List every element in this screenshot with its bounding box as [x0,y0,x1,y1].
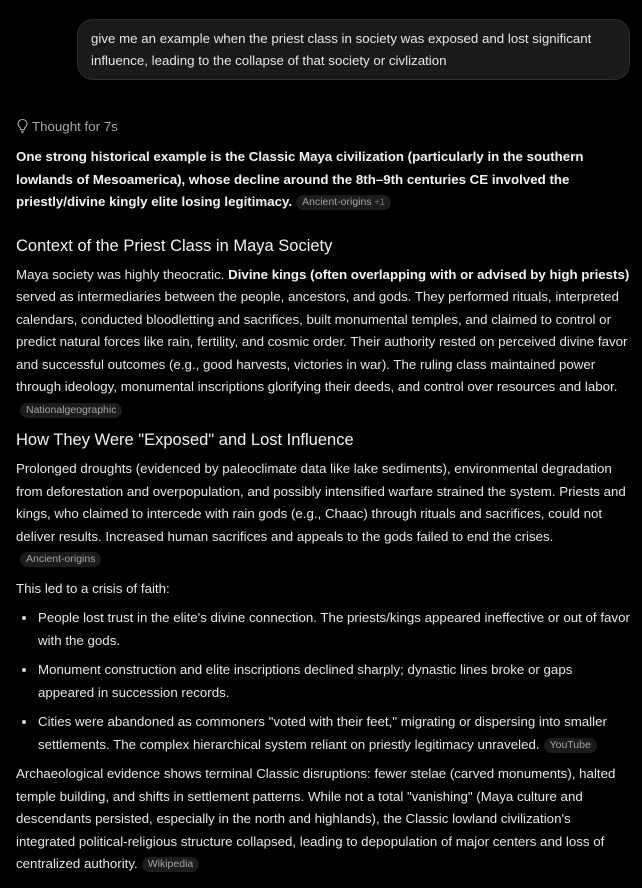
bold-phrase: Divine kings (often overlapping with or advised by high priests) [228,266,630,282]
list-item: • Cities were abandoned as commoners "voted with their feet," migrating or dispersing into smaller settlements. The complex hierarchical system reliant on priestly legitimacy unraveled. YouTube [37,711,630,756]
source-chip[interactable]: Nationalgeographic [20,403,122,418]
assistant-response [16,146,630,883]
context-paragraph: Maya society was highly theocratic. Divine kings (often overlapping with or advised by high priests) served as intermediaries between the people, ancestors, and gods. They performed rituals, interpreted calendars, conducted bloodletting and sacrifices, built monumental temples, and claimed to control or predict natural forces like rain, fertility, and cosmic order. Their authority rested on perceived divine favor and successful outcomes (e.g., good harvests, victories in war). The ruling class maintained power through ideology, monumental inscriptions glorifying their deeds, and control over resources and labor.Nationalgeographic [16,266,630,416]
section-heading-context: Context of the Priest Class in Maya Society [16,236,333,255]
thought-toggle[interactable] [16,116,118,136]
list-item: • People lost trust in the elite's divine connection. The priests/kings appeared ineffective or out of favor with the gods. [37,607,630,652]
closing-paragraph: Archaeological evidence shows terminal Classic disruptions: fewer stelae (carved monuments), halted temple building, and shifts in settlement patterns. While not a total "vanishing" (Maya culture and descendants persisted, especially in the north and highlands), the Classic lowland civilization's integrated political-religious structure collapsed, leading to depopulation of major centers and loss of centralized authority. Wikipedia [16,766,616,871]
crisis-lead: This led to a crisis of faith: [16,580,170,596]
source-chip[interactable]: Ancient-origins +1 [296,195,391,210]
user-message-bubble [77,19,630,80]
source-chip[interactable]: Wikipedia [142,857,200,872]
exposed-paragraph: Prolonged droughts (evidenced by paleoclimate data like lake sediments), environmental degradation from deforestation and overpopulation, and possibly intensified warfare strained the system. Priests and kings, who claimed to intercede with rain gods (e.g., Chaac) through rituals and sacrifices, could not deliver results. Increased human sacrifices and appeals to the gods failed to end the crises.Ancient-origins [16,461,626,565]
list-item: • Monument construction and elite inscriptions declined sharply; dynastic lines broke or gaps appeared in succession records. [37,659,630,704]
user-message-text: give me an example when the priest class in society was exposed and lost significant influence, leading to the collapse of that society or civlization [91,31,592,68]
source-chip[interactable]: Ancient-origins [20,552,101,567]
thought-label: Thought for 7s [32,118,118,134]
crisis-list [16,607,630,756]
lightbulb-icon [16,118,29,134]
intro-paragraph [16,146,630,214]
intro-text: One strong historical example is the Classic Maya civilization (particularly in the southern lowlands of Mesoamerica), whose decline around the 8th–9th centuries CE involved the priestly/divine kingly elite losing legitimacy. [16,149,584,209]
section-heading-exposed: How They Were "Exposed" and Lost Influence [16,431,354,449]
source-chip[interactable]: YouTube [544,738,597,753]
